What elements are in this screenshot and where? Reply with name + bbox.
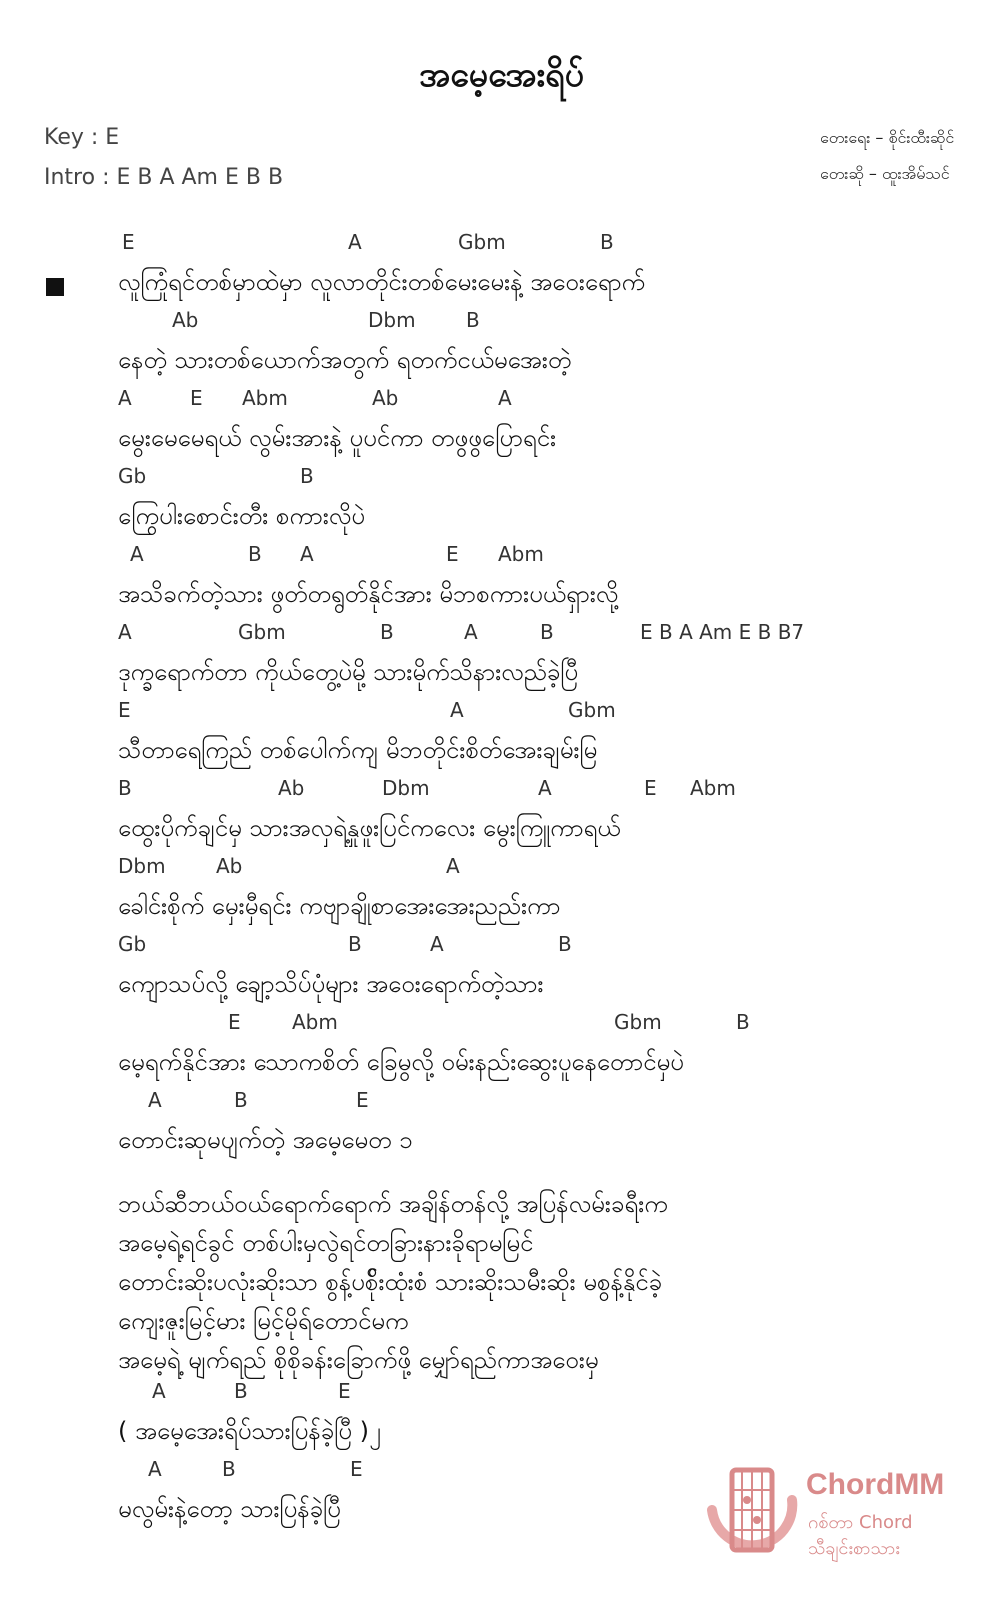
chord-label: B — [234, 1088, 248, 1112]
chord-line — [0, 932, 1003, 964]
chord-label: E — [228, 1010, 241, 1034]
chord-label: B — [348, 932, 362, 956]
chord-label: B — [558, 932, 572, 956]
singer-line: တေးဆို – ထူးအိမ်သင် — [820, 164, 950, 183]
logo-tagline-2: သီချင်းစာသား — [808, 1538, 900, 1559]
chord-line — [0, 230, 1003, 262]
chord-label: Abm — [242, 386, 288, 410]
chord-label: E — [122, 230, 135, 254]
chord-line — [0, 698, 1003, 730]
chord-label: A — [300, 542, 314, 566]
chord-label: A — [152, 1379, 166, 1403]
composer-line: တေးရေး – စိုင်းထီးဆိုင် — [820, 128, 955, 147]
lyric-line: မေ့ရက်နိုင်အား သောကစိတ် ခြေမွလို့ ဝမ်းနည်းဆွေးပူနေတောင်မှပဲ — [118, 1048, 684, 1076]
chord-line — [0, 1010, 1003, 1042]
chord-line — [0, 1379, 1003, 1411]
chord-label: Gbm — [238, 620, 286, 644]
chord-label: Dbm — [368, 308, 416, 332]
chord-label: E — [356, 1088, 369, 1112]
chord-label: A — [430, 932, 444, 956]
chord-line — [0, 386, 1003, 418]
chord-label: A — [538, 776, 552, 800]
chord-label: B — [118, 776, 132, 800]
chord-label: E — [644, 776, 657, 800]
chord-label: B — [540, 620, 554, 644]
chord-label: Gb — [118, 932, 147, 956]
song-meta-left — [44, 118, 283, 198]
chord-label: E — [350, 1457, 363, 1481]
chord-label: B — [222, 1457, 236, 1481]
lyric-line: တောင်းဆုမပျက်တဲ့ အမေ့မေတ ၁ — [118, 1126, 413, 1154]
chord-label: Abm — [292, 1010, 338, 1034]
chordmm-logo — [702, 1460, 962, 1580]
lyric-line: သီတာရေကြည် တစ်ပေါက်ကျ မိဘတိုင်းစိတ်အေးချမ်းမြ — [118, 736, 598, 764]
lyric-line: ဒုက္ခရောက်တာ ကိုယ်တွေ့ပဲမို့ သားမိုက်သိနားလည်ခဲ့ပြီ — [118, 658, 579, 686]
lyric-line: အမေ့ရဲ့ရင်ခွင် တစ်ပါးမှလွဲရင်တခြားနားခိုရာမမြင် — [118, 1229, 534, 1257]
chord-line — [0, 854, 1003, 886]
chord-label: Gb — [118, 464, 147, 488]
lyric-line: အသိခက်တဲ့သား ဖွတ်တရွတ်နိုင်အား မိဘစကားပယ်ရှားလို့ — [118, 580, 619, 608]
chord-label: B — [234, 1379, 248, 1403]
chord-label: E — [118, 698, 131, 722]
chord-line — [0, 308, 1003, 340]
section-marker — [46, 278, 64, 296]
chord-label: B — [380, 620, 394, 644]
chord-label: E — [190, 386, 203, 410]
chord-label: A — [446, 854, 460, 878]
chord-label: B — [736, 1010, 750, 1034]
chord-label: Ab — [278, 776, 305, 800]
chord-label: Gbm — [458, 230, 506, 254]
lyric-line: မလွမ်းနဲ့တော့ သားပြန်ခဲ့ပြီ — [118, 1495, 341, 1523]
lyric-line: ထွေးပိုက်ချင်မှ သားအလှရဲ့နှုဖူးပြင်ကလေး မွေးကြူကာရယ် — [118, 814, 621, 842]
chord-label: B — [466, 308, 480, 332]
chord-label: Ab — [172, 308, 199, 332]
song-credits — [820, 120, 954, 192]
lyric-line: ကျောသပ်လို့ ချော့သိပ်ပုံများ အဝေးရောက်တဲ့သား — [118, 970, 544, 998]
lyric-line: တောင်းဆိုးပလုံးဆိုးသာ စွန့်ပစ်ိုးထုံးစံ သားဆိုးသမီးဆိုး မစွန့်နိုင်ခဲ့ — [118, 1268, 663, 1296]
chord-label: A — [118, 620, 132, 644]
chord-label: A — [498, 386, 512, 410]
chord-label: B — [248, 542, 262, 566]
chord-line — [0, 776, 1003, 808]
chord-line — [0, 1088, 1003, 1120]
lyric-line: နေတဲ့ သားတစ်ယောက်အတွက် ရတက်ငယ်မအေးတဲ့ — [118, 346, 572, 374]
chord-label: A — [148, 1088, 162, 1112]
chord-label: Dbm — [118, 854, 166, 878]
chord-label: Gbm — [568, 698, 616, 722]
chord-line — [0, 620, 1003, 652]
lyric-line: မွေးမေမေရယ် လွမ်းအားနဲ့ ပူပင်ကာ တဖွဖွပြောရင်း — [118, 424, 557, 452]
chord-label: Ab — [372, 386, 399, 410]
chord-label: Abm — [690, 776, 736, 800]
song-title: အမေ့အေးရိပ် — [419, 55, 584, 95]
key-line: Key : E — [44, 125, 120, 150]
chord-label: E — [446, 542, 459, 566]
logo-tagline-1: ဂစ်တာ Chord — [808, 1512, 913, 1533]
logo-name: ChordMM — [806, 1468, 945, 1501]
chord-label: E — [338, 1379, 351, 1403]
chord-label: Gbm — [614, 1010, 662, 1034]
chord-label: Ab — [216, 854, 243, 878]
chord-label: A — [130, 542, 144, 566]
intro-line: Intro : E B A Am E B B — [44, 165, 284, 190]
chord-label: A — [348, 230, 362, 254]
chord-label: A — [118, 386, 132, 410]
chord-label: B — [300, 464, 314, 488]
lyric-line: အမေ့ရဲ့ မျက်ရည် စိုစိုခန်းခြောက်ဖို့ မျှော်ရည်ကာအဝေးမှ — [118, 1346, 599, 1374]
lyric-line: ကြွေပါးစောင်းတီး စကားလိုပဲ — [118, 502, 365, 530]
chord-label: Abm — [498, 542, 544, 566]
chord-label: B — [600, 230, 614, 254]
lyric-line: ခေါင်းစိုက် မှေးမှီရင်း ကဗျာချိုစာအေးအေးညည်းကာ — [118, 892, 561, 920]
chord-label: A — [464, 620, 478, 644]
lyric-line: ဘယ်ဆီဘယ်ဝယ်ရောက်ရောက် အချိန်တန်လို့ အပြန်လမ်းခရီးက — [118, 1190, 668, 1218]
lyric-line: ( အမေ့အေးရိပ်သားပြန်ခဲ့ပြီ )၂ — [118, 1417, 381, 1445]
chord-line — [0, 464, 1003, 496]
guitar-fretboard-icon — [702, 1460, 802, 1570]
chord-label: Dbm — [382, 776, 430, 800]
chord-label: E B A Am E B B7 — [640, 620, 805, 644]
chord-label: A — [148, 1457, 162, 1481]
lyric-line: ကျေးဇူးမြင့်မား မြင့်မိုရ်တောင်မက — [118, 1307, 409, 1335]
chord-label: A — [450, 698, 464, 722]
lyric-line: လူကြုံရင်တစ်မှာထဲမှာ လူလာတိုင်းတစ်မေးမေးနဲ့ အဝေးရောက် — [118, 268, 645, 296]
chord-line — [0, 542, 1003, 574]
